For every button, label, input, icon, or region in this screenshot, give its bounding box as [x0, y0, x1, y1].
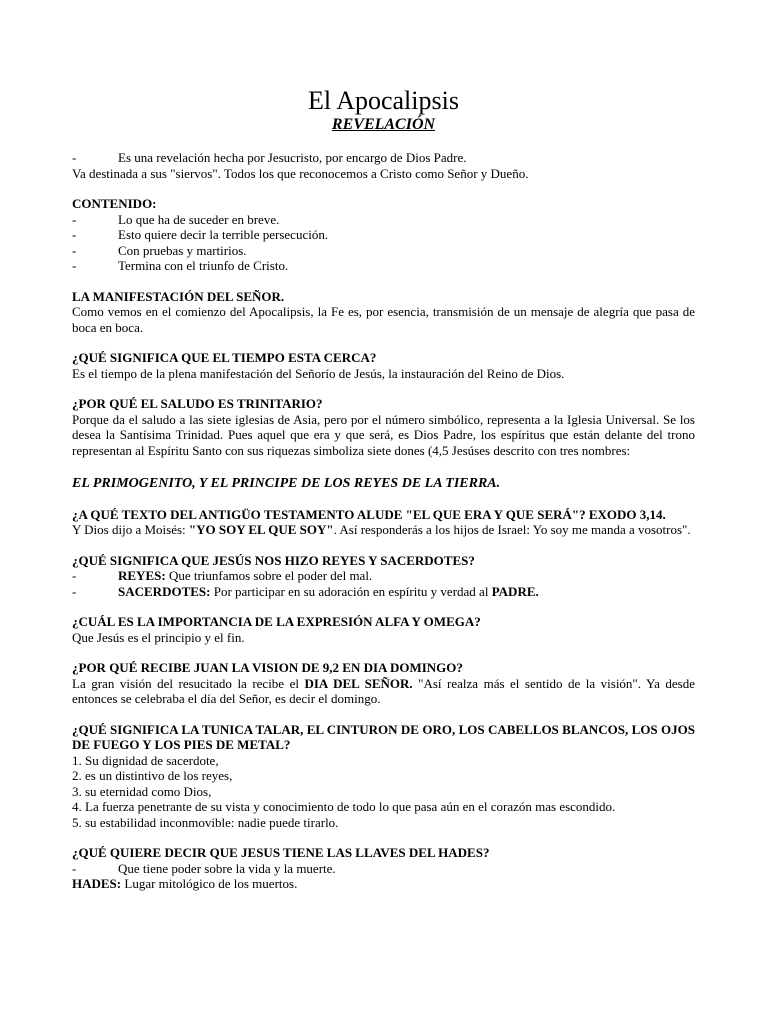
antiguo-text-pre: Y Dios dijo a Moisés:: [72, 522, 189, 537]
saludo-heading: ¿POR QUÉ EL SALUDO ES TRINITARIO?: [72, 396, 323, 411]
antiguo-quote: "YO SOY EL QUE SOY": [188, 522, 334, 537]
bullet-dash: -: [72, 150, 77, 165]
contenido-item: Esto quiere decir la terrible persecución.: [118, 227, 329, 242]
manifestacion-text: Como vemos en el comienzo del Apocalipsis, la Fe es, por esencia, transmisión de un mensaje de alegría que pasa de boca en boca.: [72, 304, 695, 335]
contenido-section: [72, 196, 695, 274]
intro-bullet-line: [72, 150, 695, 166]
vision-heading: ¿POR QUÉ RECIBE JUAN LA VISION DE 9,2 EN DIA DOMINGO?: [72, 660, 463, 675]
vision-text-pre: La gran visión del resucitado la recibe el: [72, 675, 305, 691]
bullet-dash: -: [72, 211, 77, 227]
list-item: [72, 243, 695, 259]
tiempo-section: [72, 350, 695, 381]
bullet-dash: -: [72, 568, 77, 583]
primogenito-section: [72, 476, 695, 492]
bullet-dash: -: [72, 227, 77, 242]
intro-line-2: Va destinada a sus "siervos". Todos los que reconocemos a Cristo como Señor y Dueño.: [72, 165, 529, 181]
bullet-dash: -: [72, 258, 77, 273]
vision-bold: DIA DEL SEÑOR.: [304, 675, 413, 691]
vision-section: [72, 660, 695, 707]
hades-text: Lugar mitológico de los muertos.: [121, 876, 298, 891]
manifestacion-section: [72, 289, 695, 336]
hades-line: [72, 876, 695, 892]
antiguo-text: [72, 522, 695, 538]
primogenito-heading: EL PRIMOGENITO, Y EL PRINCIPE DE LOS REYES DE LA TIERRA.: [72, 476, 501, 491]
contenido-item: Lo que ha de suceder en breve.: [118, 211, 280, 227]
contenido-item: Termina con el triunfo de Cristo.: [118, 258, 289, 273]
sacerdotes-label: SACERDOTES:: [118, 583, 211, 599]
list-item: 1. Su dignidad de sacerdote,: [72, 752, 219, 768]
bullet-dash: -: [72, 860, 77, 876]
reyes-label: REYES:: [118, 568, 166, 583]
alfa-text: Que Jesús es el principio y el fin.: [72, 629, 245, 645]
document-page: [72, 86, 695, 892]
saludo-text: Porque da el saludo a las siete iglesias de Asia, pero por el número simbólico, representa a la Iglesia Universal. Se los desea la Santísima Trinidad. Pues aquel que era y que será, es Dios Padre, los espíritus que están delante del trono representan al Espíritu Santo con sus riquezas simboliza siete dones (4,5 Jesúses descrito con tres nombres:: [72, 411, 695, 458]
llaves-heading: ¿QUÉ QUIERE DECIR QUE JESUS TIENE LAS LLAVES DEL HADES?: [72, 845, 490, 860]
antiguo-section: [72, 507, 695, 538]
tiempo-text: Es el tiempo de la plena manifestación del Señorío de Jesús, la instauración del Reino de Dios.: [72, 365, 565, 381]
vision-text: [72, 676, 695, 707]
list-item: 3. su eternidad como Dios,: [72, 783, 212, 799]
reyes-item: [118, 568, 372, 584]
llaves-item: Que tiene poder sobre la vida y la muerte.: [118, 860, 336, 876]
manifestacion-heading: LA MANIFESTACIÓN DEL SEÑOR.: [72, 288, 285, 304]
saludo-section: [72, 396, 695, 458]
tiempo-heading: ¿QUÉ SIGNIFICA QUE EL TIEMPO ESTA CERCA?: [72, 350, 377, 365]
intro-section: [72, 150, 695, 181]
tunica-section: [72, 722, 695, 831]
contenido-heading: CONTENIDO:: [72, 196, 157, 211]
contenido-item: Con pruebas y martirios.: [118, 242, 247, 258]
tunica-heading: ¿QUÉ SIGNIFICA LA TUNICA TALAR, EL CINTURON DE ORO, LOS CABELLOS BLANCOS, LOS OJOS DE FUEGO Y LOS PIES DE METAL?: [72, 721, 695, 752]
list-item: [72, 584, 695, 600]
llaves-section: [72, 845, 695, 892]
reyes-heading: ¿QUÉ SIGNIFICA QUE JESÚS NOS HIZO REYES Y SACERDOTES?: [72, 552, 475, 568]
bullet-dash: -: [72, 242, 77, 258]
reyes-item-text: Que triunfamos sobre el poder del mal.: [165, 568, 373, 583]
document-subtitle: REVELACIÓN: [331, 116, 436, 133]
reyes-section: [72, 553, 695, 600]
alfa-section: [72, 614, 695, 645]
antiguo-heading: ¿A QUÉ TEXTO DEL ANTIGÜO TESTAMENTO ALUDE "EL QUE ERA Y QUE SERÁ"? EXODO 3,14.: [72, 506, 666, 522]
list-item: 5. su estabilidad inconmovible: nadie puede tirarlo.: [72, 814, 339, 830]
padre-bold: PADRE.: [491, 583, 539, 599]
list-item: [72, 212, 695, 228]
list-item: [72, 861, 695, 877]
list-item: [72, 227, 695, 243]
list-item: [72, 258, 695, 274]
list-item: [72, 568, 695, 584]
alfa-heading: ¿CUÁL ES LA IMPORTANCIA DE LA EXPRESIÓN ALFA Y OMEGA?: [72, 614, 481, 629]
sacerdotes-item: [118, 584, 539, 600]
intro-line-1: Es una revelación hecha por Jesucristo, por encargo de Dios Padre.: [118, 150, 467, 165]
list-item: 4. La fuerza penetrante de su vista y conocimiento de todo lo que pasa aún en el corazón mas escondido.: [72, 799, 616, 814]
document-title: El Apocalipsis: [308, 86, 459, 115]
antiguo-text-post: . Así responderás a los hijos de Israel: Yo soy me manda a vosotros".: [333, 522, 691, 537]
list-item: 2. es un distintivo de los reyes,: [72, 768, 233, 783]
vision-text-post: "Así realza más el sentido de la visión". Ya desde entonces se celebraba el día del Señor, es decir el domingo.: [72, 675, 695, 706]
hades-label: HADES:: [72, 876, 122, 891]
sacerdotes-item-text: Por participar en su adoración en espíritu y verdad al: [210, 583, 492, 599]
bullet-dash: -: [72, 583, 77, 599]
